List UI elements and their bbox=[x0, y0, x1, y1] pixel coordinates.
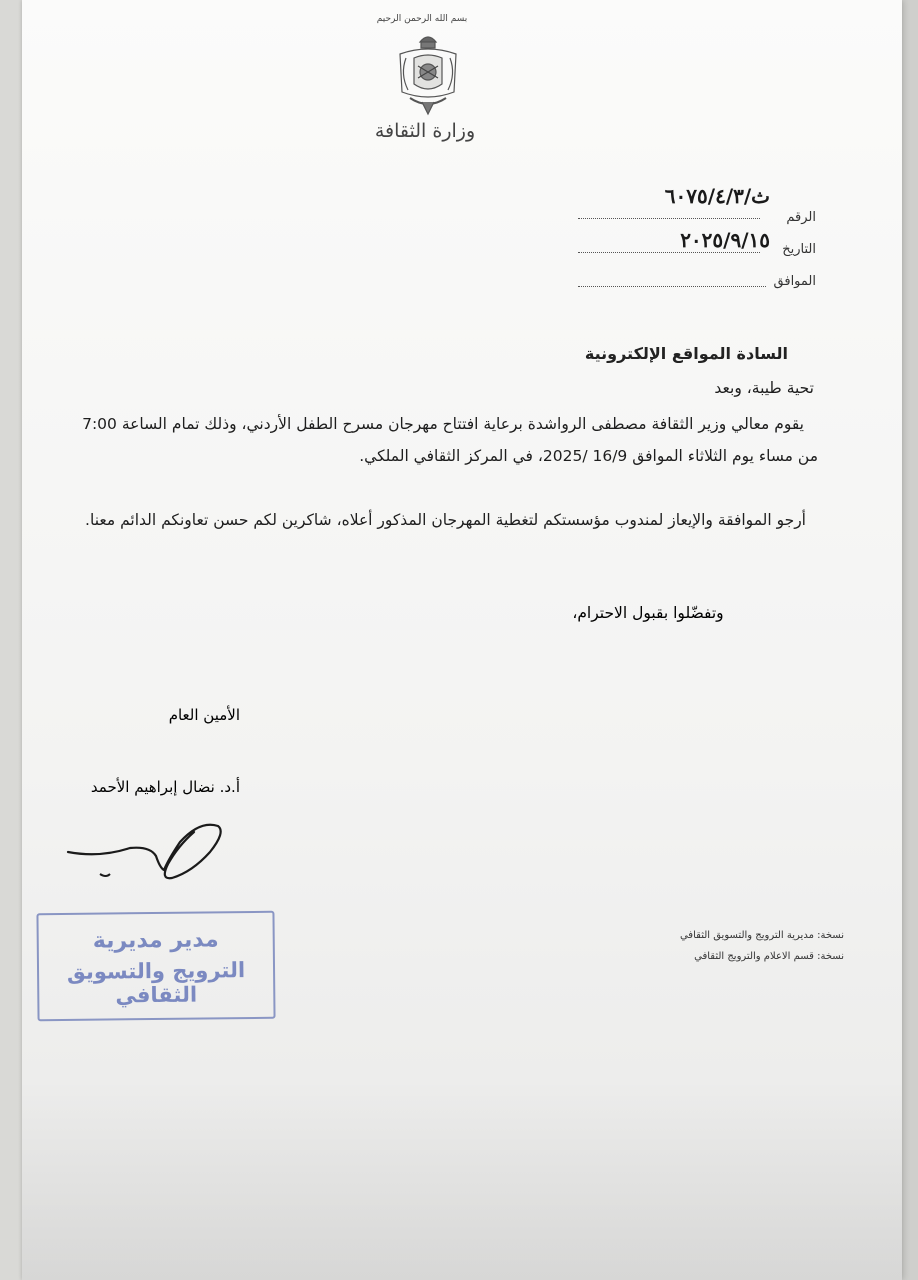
reference-number-label: الرقم bbox=[786, 210, 816, 225]
reference-corresponding-line bbox=[578, 270, 766, 287]
reference-number-value: ث/٦٠٧٥/٤/٣ bbox=[664, 184, 770, 208]
coat-of-arms-emblem bbox=[392, 28, 464, 120]
addressee: السادة المواقع الإلكترونية bbox=[584, 344, 788, 363]
letter-paper bbox=[22, 0, 902, 1280]
copy-line-1: نسخة: مديرية الترويج والتسويق الثقافي bbox=[679, 930, 844, 941]
signatory-title: الأمين العام bbox=[168, 706, 240, 724]
handwritten-signature bbox=[60, 812, 230, 884]
closing-line: وتفضّلوا بقبول الاحترام، bbox=[572, 604, 724, 622]
stamp-line-1: مدير مديرية bbox=[92, 927, 219, 954]
reference-corresponding-label: الموافق bbox=[773, 274, 816, 289]
stamp-line-2: الترويج والتسويق الثقافي bbox=[66, 958, 246, 1008]
copy-line-2: نسخة: قسم الاعلام والترويج الثقافي bbox=[694, 951, 844, 962]
reference-date-label: التاريخ bbox=[782, 242, 816, 257]
signatory-name: أ.د. نضال إبراهيم الأحمد bbox=[90, 778, 240, 796]
reference-date-value: ٢٠٢٥/٩/١٥ bbox=[680, 228, 770, 252]
basmala: بسم الله الرحمن الرحيم bbox=[376, 14, 468, 24]
paragraph-invitation: يقوم معالي وزير الثقافة مصطفى الرواشدة برعاية افتتاح مهرجان مسرح الطفل الأردني، وذلك تمام الساعة 7:00 من مساء يوم الثلاثاء الموافق 16/9 /2025، في المركز الثقافي الملكي. bbox=[82, 415, 818, 465]
ministry-name: وزارة الثقافة bbox=[374, 120, 476, 142]
greeting: تحية طيبة، وبعد bbox=[714, 379, 814, 397]
paragraph-request: أرجو الموافقة والإيعاز لمندوب مؤسستكم لتغطية المهرجان المذكور أعلاه، شاكرين لكم حسن تعاونكم الدائم معنا. bbox=[85, 511, 806, 529]
department-stamp bbox=[36, 911, 275, 1021]
